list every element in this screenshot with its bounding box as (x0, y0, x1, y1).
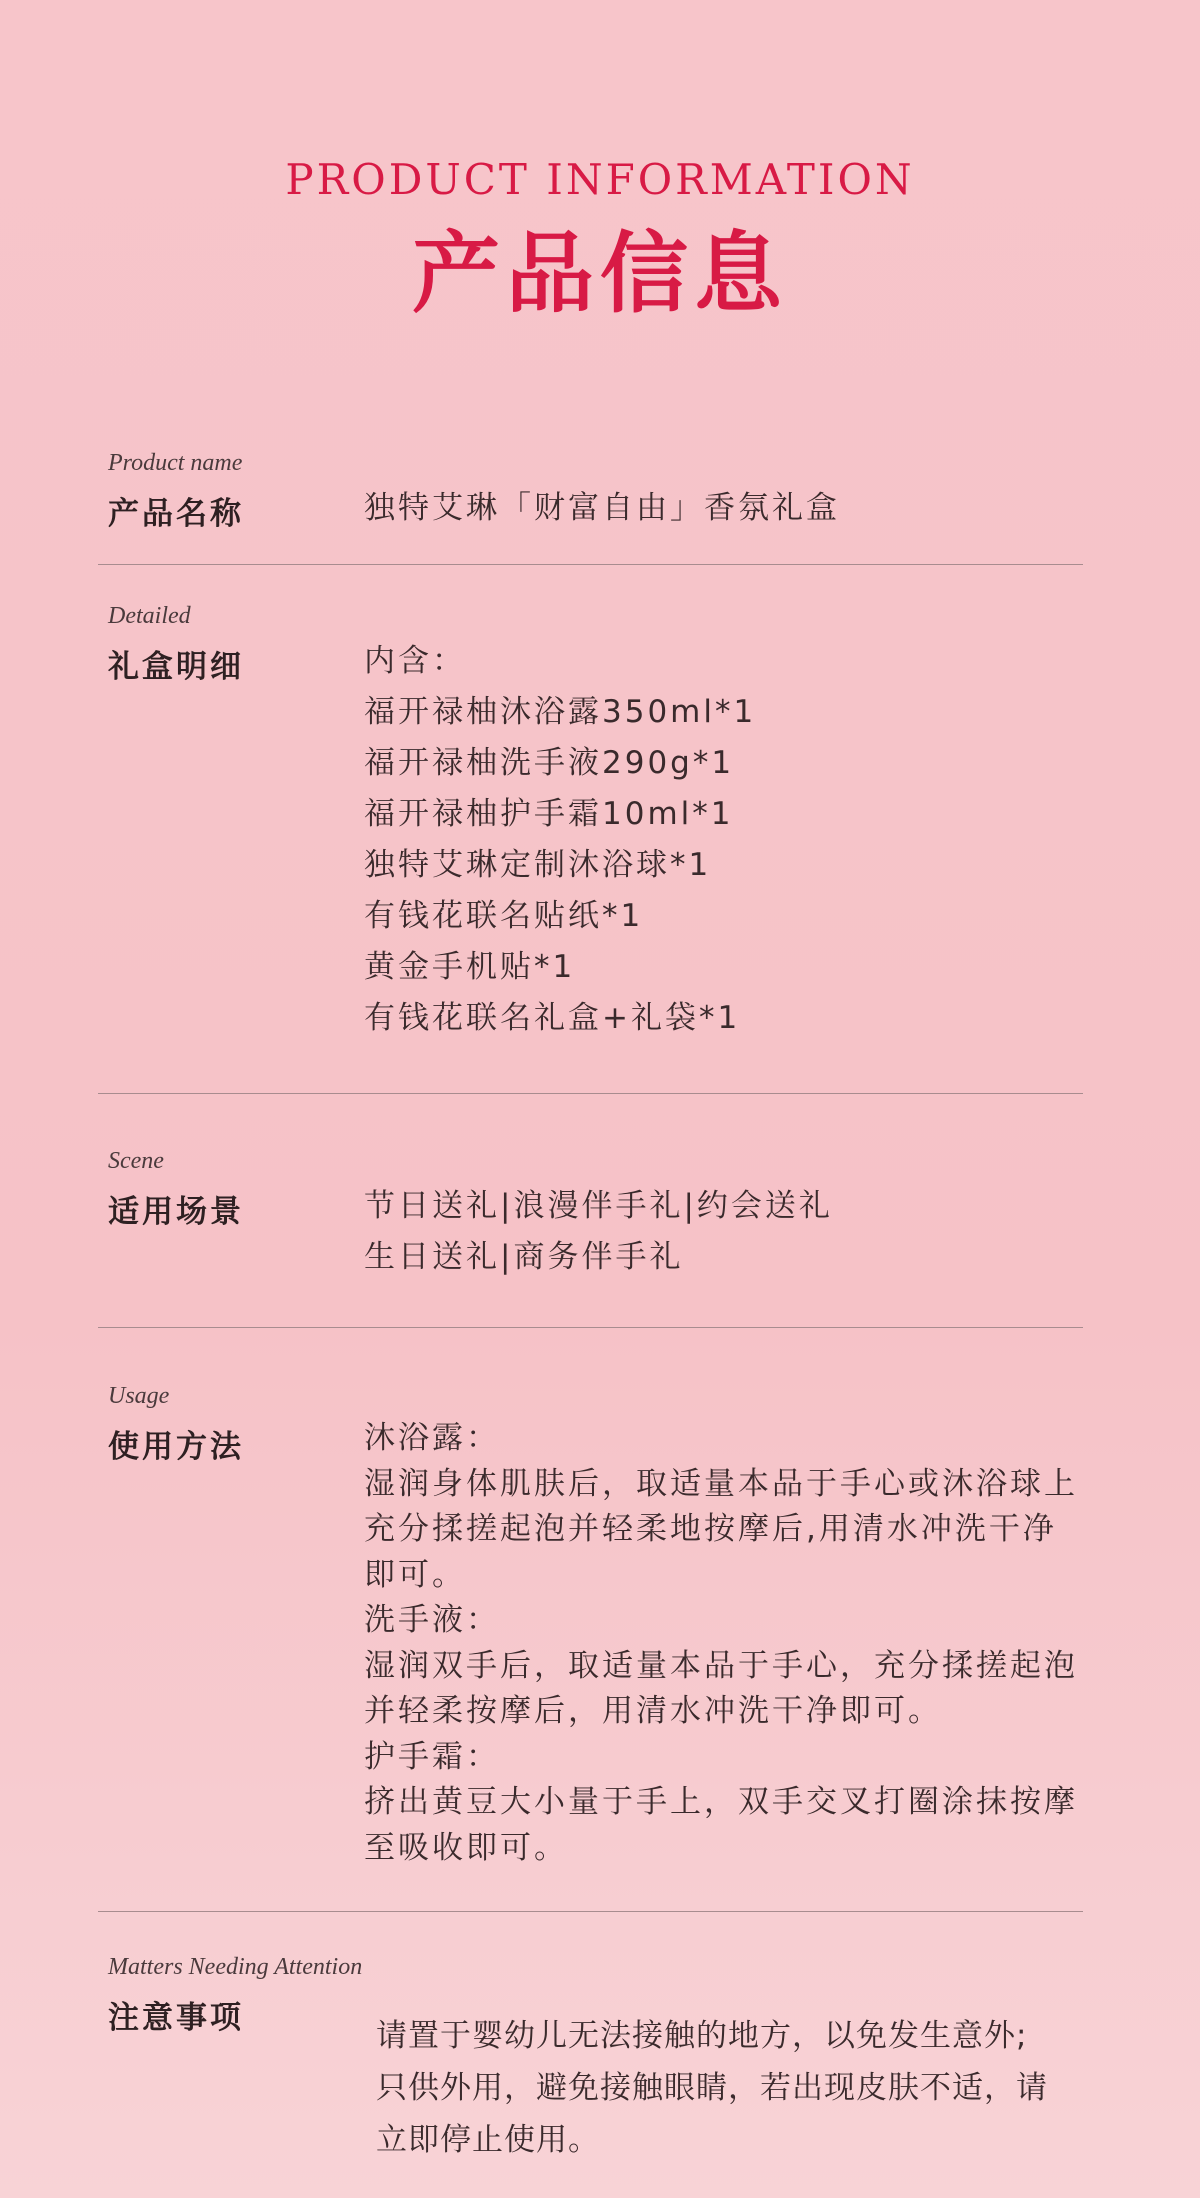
usage-line: 即可。 (364, 1556, 466, 1593)
usage-line: 湿润身体肌肤后，取适量本品于手心或沐浴球上 (364, 1465, 1078, 1502)
usage-line: 湿润双手后，取适量本品于手心，充分揉搓起泡 (364, 1647, 1078, 1684)
detailed-content (364, 636, 756, 1044)
detailed-line: 福开禄柚护手霜10ml*1 (364, 796, 734, 832)
usage-line: 并轻柔按摩后，用清水冲洗干净即可。 (364, 1693, 942, 1729)
detailed-line: 内含： (364, 643, 466, 679)
attention-line: 请置于婴幼儿无法接触的地方，以免发生意外; (376, 2018, 1028, 2054)
usage-line: 挤出黄豆大小量于手上，双手交叉打圈涂抹按摩 (364, 1784, 1078, 1820)
header-title-en: PRODUCT INFORMATION (285, 155, 915, 204)
product-name-label-en: Product name (108, 450, 243, 476)
scene-label-en: Scene (108, 1148, 164, 1174)
detailed-label-en: Detailed (108, 603, 191, 629)
usage-line: 至吸收即可。 (364, 1829, 568, 1866)
divider-3 (98, 1327, 1083, 1328)
page-header (0, 150, 1200, 328)
detailed-label-zh: 礼盒明细 (108, 649, 244, 685)
scene-content (364, 1181, 833, 1283)
detailed-line: 有钱花联名礼盒+礼袋*1 (364, 1000, 741, 1036)
scene-label-zh: 适用场景 (108, 1194, 244, 1230)
usage-line: 沐浴露： (364, 1420, 500, 1456)
usage-line: 护手霜： (364, 1738, 500, 1775)
usage-content (364, 1416, 1078, 1871)
product-name-value (364, 483, 840, 534)
attention-label-zh: 注意事项 (108, 2000, 244, 2036)
attention-label-en: Matters Needing Attention (108, 1954, 363, 1980)
header-title-zh: 产品信息 (411, 221, 788, 325)
detailed-line: 有钱花联名贴纸*1 (364, 898, 644, 934)
divider-4 (98, 1911, 1083, 1912)
detailed-line: 福开禄柚沐浴露350ml*1 (364, 694, 757, 730)
usage-label-zh: 使用方法 (108, 1429, 244, 1465)
usage-line: 充分揉搓起泡并轻柔地按摩后,用清水冲洗干净 (364, 1511, 1057, 1547)
product-name-label-zh: 产品名称 (108, 496, 244, 532)
attention-line: 立即停止使用。 (376, 2122, 600, 2158)
scene-line: 生日送礼|商务伴手礼 (364, 1239, 684, 1275)
detailed-line: 独特艾琳定制沐浴球*1 (364, 847, 712, 883)
usage-line: 洗手液： (364, 1602, 500, 1638)
usage-label-en: Usage (108, 1383, 170, 1409)
divider-1 (98, 564, 1083, 565)
product-name-text: 独特艾琳「财富自由」香氛礼盒 (364, 490, 840, 526)
scene-line: 节日送礼|浪漫伴手礼|约会送礼 (364, 1188, 833, 1224)
divider-2 (98, 1093, 1083, 1094)
attention-content (376, 2010, 1116, 2166)
detailed-line: 黄金手机贴*1 (364, 949, 576, 985)
detailed-line: 福开禄柚洗手液290g*1 (364, 745, 735, 781)
attention-line: 只供外用，避免接触眼睛，若出现皮肤不适，请 (376, 2070, 1048, 2106)
